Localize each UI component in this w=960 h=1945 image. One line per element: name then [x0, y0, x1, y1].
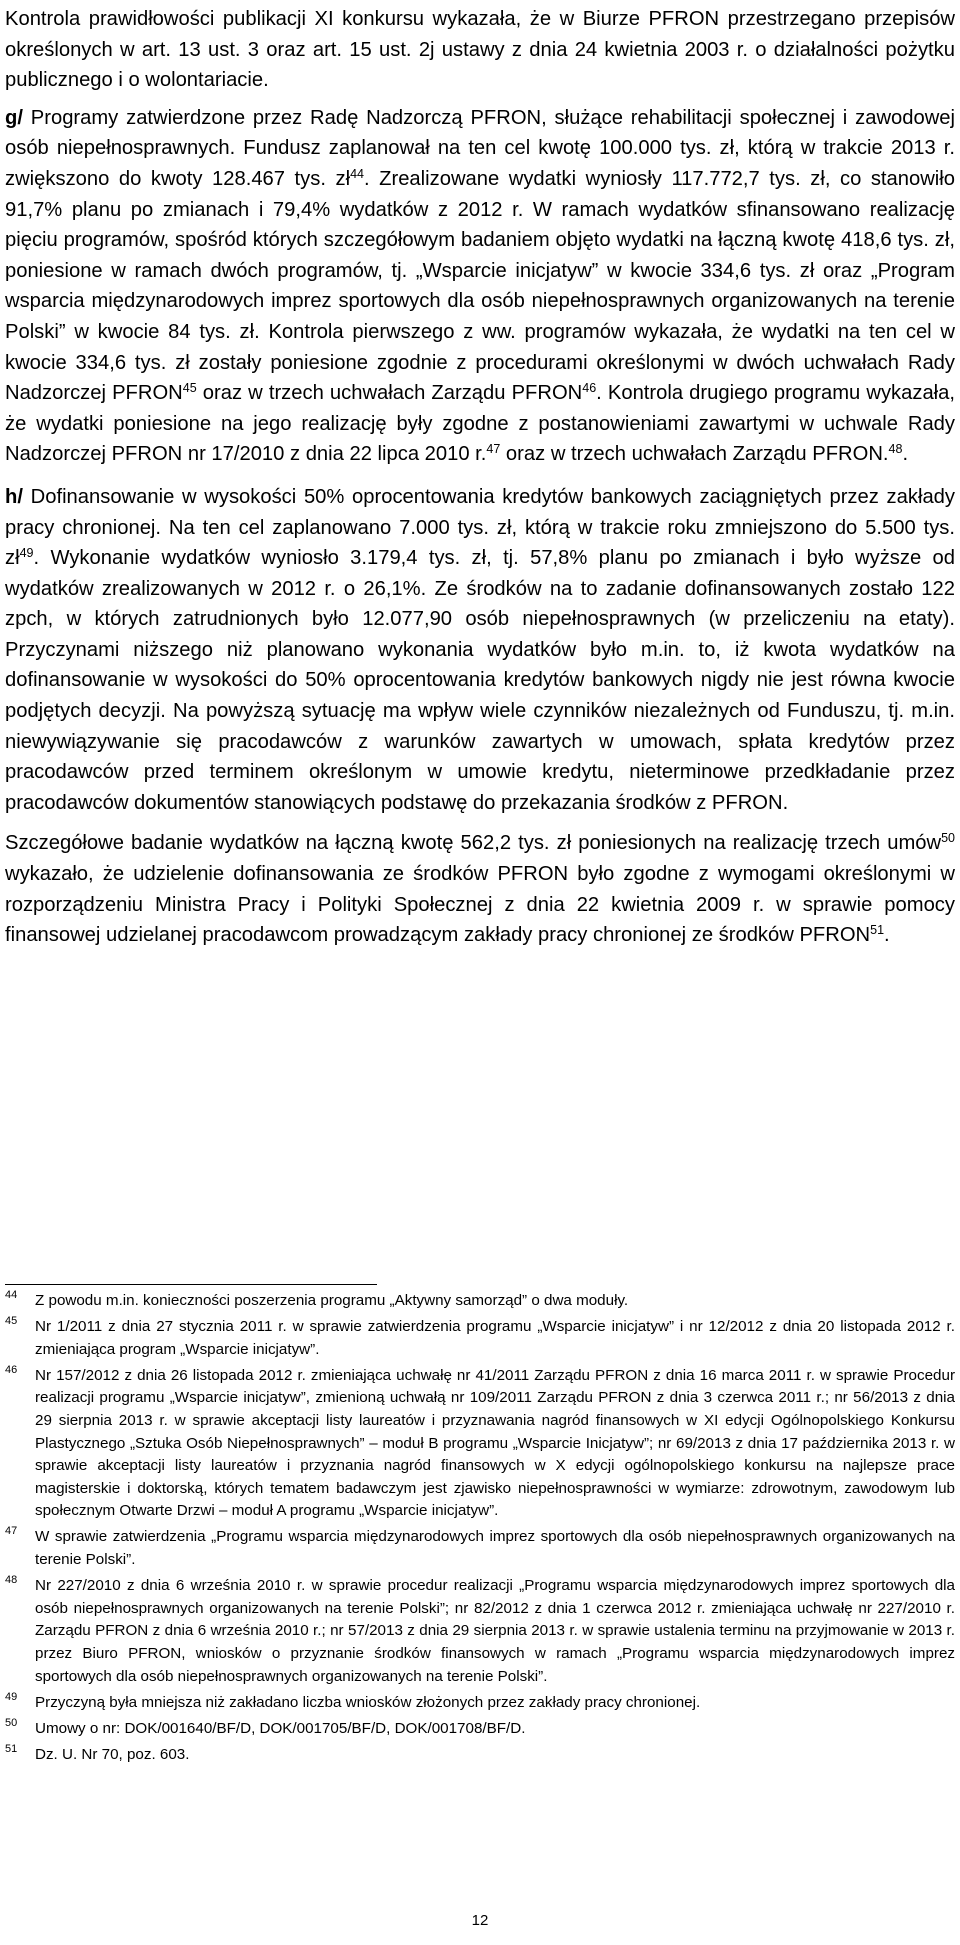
- footnote-text: Nr 1/2011 z dnia 27 stycznia 2011 r. w sprawie zatwierdzenia programu „Wsparcie inicjatyw” i nr 12/2012 z dnia 20 listopada 2012 r. zmieniająca program „Wsparcie inicjatyw”.: [35, 1318, 955, 1358]
- footnote-number: 44: [5, 1289, 18, 1301]
- paragraph-h: [5, 482, 955, 819]
- footnote-ref-44[interactable]: 44: [350, 167, 364, 182]
- footnote-text: Z powodu m.in. konieczności poszerzenia programu „Aktywny samorząd” o dwa moduły.: [35, 1292, 629, 1309]
- footnote-item: [5, 1692, 955, 1715]
- footnote-item: [5, 1718, 955, 1741]
- footnote-ref-45[interactable]: 45: [182, 381, 197, 396]
- section-label-g: g/: [5, 106, 23, 129]
- footnote-separator: [5, 1284, 377, 1285]
- footnote-number: 49: [5, 1690, 18, 1703]
- footnote-item: [5, 1526, 955, 1571]
- footnote-ref-48[interactable]: 48: [888, 442, 903, 457]
- paragraph-final: [5, 828, 955, 950]
- footnote-ref-49[interactable]: 49: [19, 546, 34, 561]
- footnote-number: 50: [5, 1716, 18, 1729]
- paragraph-g-text: Programy zatwierdzone przez Radę Nadzorczą PFRON, służące rehabilitacji społecznej i zawodowej osób niepełnosprawnych. Fundusz zaplanował na ten cel kwotę 100.000 tys. zł, którą w trakcie 2013 r. zwiększono do kwoty 128.467 tys. zł: [5, 106, 955, 190]
- paragraph-intro: Kontrola prawidłowości publikacji XI konkursu wykazała, że w Biurze PFRON przestrzegano przepisów określonych w art. 13 ust. 3 oraz art. 15 ust. 2j ustawy z dnia 24 kwietnia 2003 r. o działalności pożytku publicznego i o wolontariacie.: [5, 8, 955, 92]
- footnote-number: 48: [5, 1574, 18, 1587]
- page-number: 12: [471, 1912, 489, 1929]
- footnote-text: Nr 227/2010 z dnia 6 września 2010 r. w sprawie procedur realizacji „Programu wsparcia międzynarodowych imprez sportowych dla osób niepełnosprawnych organizowanych na terenie Polski”; nr 82/2012 z dnia 1 czerwca 2012 r. zmieniająca uchwałę nr 227/2010 r. Zarządu PFRON z dnia 6 września 2010 r.; nr 57/2013 z dnia 29 sierpnia 2013 r. w sprawie ustalenia terminu na przyjmowanie w 2013 r. przez Biuro PFRON, wniosków o przyznanie środków finansowych w ramach „Programu wsparcia międzynarodowych imprez sportowych dla osób niepełnosprawnych organizowanych na terenie Polski”.: [35, 1577, 955, 1685]
- section-label-h: h/: [5, 485, 23, 508]
- paragraph-g-text: oraz w trzech uchwałach Zarządu PFRON: [196, 382, 583, 405]
- paragraph-final-text: wykazało, że udzielenie dofinansowania ze środków PFRON było zgodne z wymogami określonymi w rozporządzeniu Ministra Pracy i Polityki Społecznej z dnia 22 kwietnia 2009 r. w sprawie pomocy finansowej udzielanej pracodawcom prowadzącym zakłady pracy chronionej ze środków PFRON: [5, 863, 955, 947]
- footnote-number: 47: [5, 1525, 18, 1538]
- footnote-item: [5, 1744, 955, 1767]
- footnote-ref-46[interactable]: 46: [582, 381, 597, 396]
- paragraph-final-text: .: [884, 924, 890, 947]
- paragraph-h-text: Dofinansowanie w wysokości 50% oprocentowania kredytów bankowych zaciągniętych przez zakłady pracy chronionej. Na ten cel zaplanowano 7.000 tys. zł, którą w trakcie roku zmniejszono do 5.500 tys. zł: [5, 485, 955, 570]
- footnote-number: 45: [5, 1315, 18, 1328]
- footnote-text: Nr 157/2012 z dnia 26 listopada 2012 r. zmieniająca uchwałę nr 41/2011 Zarządu PFRON z dnia 16 marca 2011 r. w sprawie Procedur realizacji programu „Wsparcie inicjatyw”, zmienioną uchwałą nr 109/2011 Zarządu PFRON z dnia 3 czerwca 2011 r.; nr 56/2013 z dnia 29 sierpnia 2013 r. w sprawie akceptacji listy laureatów i przyznawania nagród finansowych w XI edycji Ogólnopolskiego Konkursu Plastycznego „Sztuka Osób Niepełnosprawnych” – moduł B programu „Wsparcie Inicjatyw”; nr 69/2013 z dnia 17 października 2013 r. w sprawie akceptacji listy laureatów i przyznania nagród finansowych w X edycji ogólnopolskiego konkursu na najlepsze prace magisterskie i doktorską, których tematem badawczym jest zjawisko niepełnosprawności w wymiarze: zdrowotnym, zawodowym lub społecznym Otwarte Drzwi – moduł A programu „Wsparcie inicjatyw”.: [35, 1366, 955, 1520]
- footnote-ref-50[interactable]: 50: [941, 831, 955, 846]
- footnote-item: [5, 1365, 955, 1523]
- paragraph-g: [5, 103, 955, 470]
- paragraph-g-text: . Kontrola drugiego programu wykazała, że wydatki poniesione na jego realizację były zgodne z postanowieniami zawartymi w uchwale Rady Nadzorczej PFRON nr 17/2010 z dnia 22 lipca 2010 r.: [5, 382, 956, 466]
- footnote-number: 46: [5, 1363, 18, 1376]
- footnote-item: [5, 1575, 955, 1688]
- footnotes: [5, 1290, 955, 1770]
- paragraph-h-text: . Wykonanie wydatków wyniosło 3.179,4 tys. zł, tj. 57,8% planu po zmianach i było wyższe od wydatków zrealizowanych w 2012 r. o 26,1%. Ze środków na to zadanie dofinansowanych zostało 122 zpch, w których zatrudnionych było 12.077,90 osób niepełnosprawnych (w przeliczeniu na etaty). Przyczynami niższego niż planowano wykonania wydatków było m.in. to, iż kwota wydatków na dofinansowanie w wysokości do 50% oprocentowania kredytów bankowych nigdy nie jest równa kwocie podjętych decyzji. Na powyższą sytuację ma wpływ wiele czynników niezależnych od Funduszu, tj. m.in. niewywiązywanie się pracodawców z warunków zawartych w umowach, spłata kredytów przez pracodawców przed terminem określonym w umowie kredytu, nieterminowe przedkładanie przez pracodawców dokumentów stanowiących podstawę do przekazania środków z PFRON.: [5, 547, 955, 814]
- footnote-text: Przyczyną była mniejsza niż zakładano liczba wniosków złożonych przez zakłady pracy chronionej.: [35, 1693, 701, 1711]
- main-text: [5, 4, 955, 951]
- footnote-item: [5, 1290, 955, 1313]
- footnote-text: Umowy o nr: DOK/001640/BF/D, DOK/001705/BF/D, DOK/001708/BF/D.: [35, 1719, 526, 1737]
- footnote-item: [5, 1316, 955, 1361]
- paragraph-final-text: Szczegółowe badanie wydatków na łączną kwotę 562,2 tys. zł poniesionych na realizację trzech umów: [5, 832, 942, 855]
- footnote-text: W sprawie zatwierdzenia „Programu wsparcia międzynarodowych imprez sportowych dla osób niepełnosprawnych organizowanych na terenie Polski”.: [35, 1528, 955, 1569]
- paragraph-g-text: oraz w trzech uchwałach Zarządu PFRON.: [500, 443, 889, 466]
- footnote-ref-47[interactable]: 47: [486, 442, 501, 457]
- paragraph-g-text: . Zrealizowane wydatki wyniosły 117.772,7 tys. zł, co stanowiło 91,7% planu po zmianach i 79,4% wydatków z 2012 r. W ramach wydatków sfinansowano realizację pięciu programów, spośród których szczegółowym badaniem objęto wydatki na łączną kwotę 418,6 tys. zł, poniesione w ramach dwóch programów, tj. „Wsparcie inicjatyw” w kwocie 334,6 tys. zł oraz „Program wsparcia międzynarodowych imprez sportowych dla osób niepełnosprawnych organizowanych na terenie Polski” w kwocie 84 tys. zł. Kontrola pierwszego z ww. programów wykazała, że wydatki na ten cel w kwocie 334,6 tys. zł zostały poniesione zgodnie z procedurami określonymi w dwóch uchwałach Rady Nadzorczej PFRON: [5, 167, 955, 405]
- footnote-text: Dz. U. Nr 70, poz. 603.: [35, 1745, 190, 1763]
- paragraph-g-text: .: [902, 443, 909, 466]
- footnote-number: 51: [5, 1742, 18, 1755]
- footnote-ref-51[interactable]: 51: [870, 923, 885, 938]
